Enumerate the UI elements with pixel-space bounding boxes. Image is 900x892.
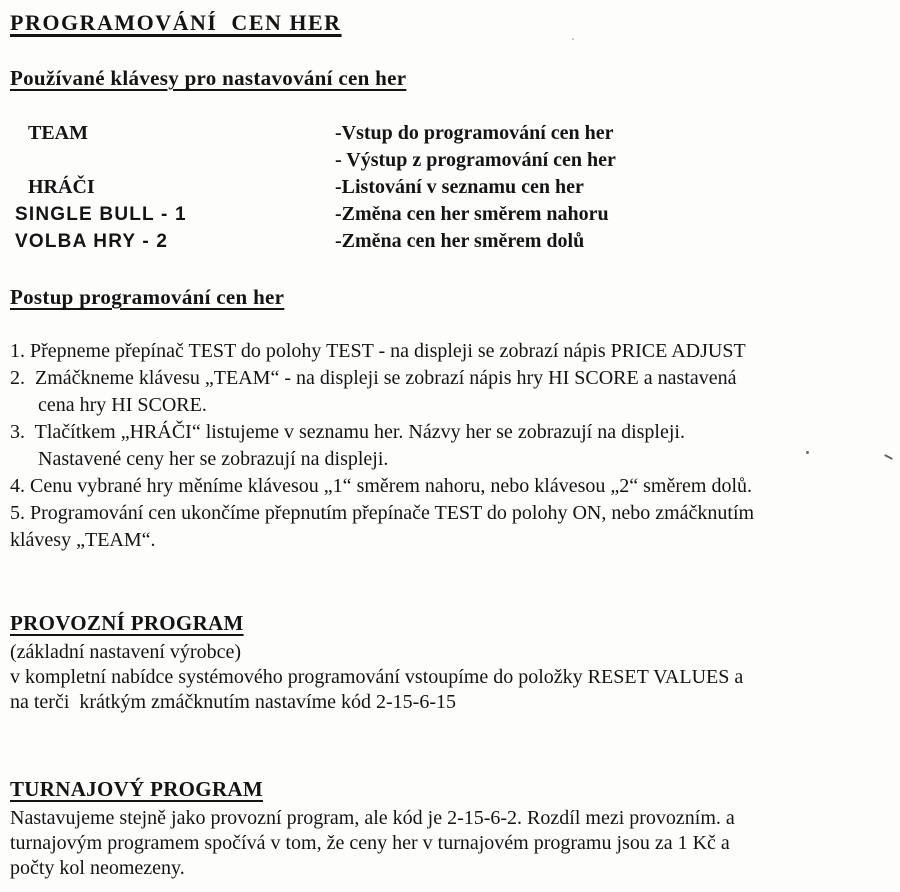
key-name: HRÁČI: [28, 176, 95, 198]
provozni-line: na terči krátkým zmáčknutím nastavíme kód 2-15-6-15: [10, 691, 456, 713]
key-name: SINGLE BULL - 1: [15, 204, 187, 225]
turnajovy-body: [10, 806, 900, 881]
provozni-body: [10, 640, 900, 715]
step-line-continuation: Nastavené ceny her se zobrazují na displeji.: [38, 448, 389, 470]
turnajovy-line: počty kol neomezeny.: [10, 857, 185, 879]
key-description: -Změna cen her směrem dolů: [335, 230, 585, 252]
doc-title: PROGRAMOVÁNÍ CEN HER: [10, 10, 342, 35]
key-name: [10, 147, 335, 174]
keys-row: [10, 120, 900, 147]
key-description: -Změna cen her směrem nahoru: [335, 203, 609, 225]
key-name: VOLBA HRY - 2: [15, 231, 169, 252]
scan-artifact-dot: [806, 451, 809, 454]
procedure-steps: [10, 338, 900, 554]
step-line: 4. Cenu vybrané hry měníme klávesou „1“ směrem nahoru, nebo klávesou „2“ směrem dolů.: [10, 475, 753, 497]
step-line: 5. Programování cen ukončíme přepnutím přepínače TEST do polohy ON, nebo zmáčknutím: [10, 502, 755, 524]
scan-artifact-dot: [572, 38, 574, 40]
turnajovy-line: turnajovým programem spočívá v tom, že ceny her v turnajovém programu jsou za 1 Kč a: [10, 832, 730, 854]
provozni-section: [10, 611, 900, 715]
step-line-continuation: klávesy „TEAM“.: [10, 529, 156, 551]
turnajovy-line: Nastavujeme stejně jako provozní program, ale kód je 2-15-6-2. Rozdíl mezi provozním. a: [10, 807, 735, 829]
turnajovy-heading: TURNAJOVÝ PROGRAM: [10, 777, 263, 801]
keys-row: [10, 228, 900, 255]
step-line: 3. Tlačítkem „HRÁČI“ listujeme v seznamu her. Názvy her se zobrazují na displeji.: [10, 421, 685, 443]
key-description: -Vstup do programování cen her: [335, 122, 614, 144]
procedure-heading: Postup programování cen her: [10, 285, 285, 309]
key-name: TEAM: [28, 122, 88, 144]
key-description: - Výstup z programování cen her: [335, 149, 616, 171]
key-description: -Listování v seznamu cen her: [335, 176, 584, 198]
keys-row: [10, 147, 900, 174]
step-line: 1. Přepneme přepínač TEST do polohy TEST - na displeji se zobrazí nápis PRICE ADJUST: [10, 340, 746, 362]
provozni-line: (základní nastavení výrobce): [10, 641, 242, 663]
keys-row: [10, 174, 900, 201]
step-line: 2. Zmáčkneme klávesu „TEAM“ - na displeji se zobrazí nápis hry HI SCORE a nastavená: [10, 367, 737, 389]
keys-row: [10, 201, 900, 228]
turnajovy-section: [10, 777, 900, 881]
provozni-line: v kompletní nabídce systémového programování vstoupíme do položky RESET VALUES a: [10, 666, 744, 688]
step-line-continuation: cena hry HI SCORE.: [38, 394, 207, 416]
keys-section-heading: Používané klávesy pro nastavování cen her: [10, 66, 407, 90]
provozni-heading: PROVOZNÍ PROGRAM: [10, 611, 244, 635]
keys-table: [10, 120, 900, 255]
